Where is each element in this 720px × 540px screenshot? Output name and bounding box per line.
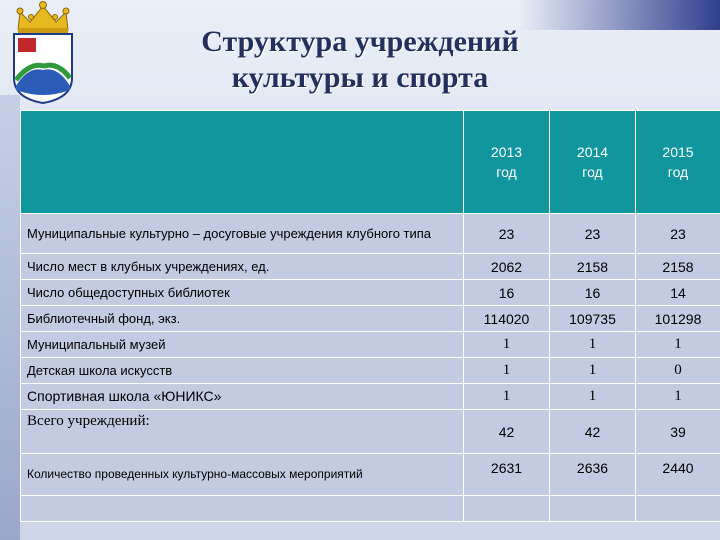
cell-2013: 42 xyxy=(464,410,550,454)
row-label: Количество проведенных культурно-массовых мероприятий xyxy=(21,454,464,496)
cell-2013: 1 xyxy=(464,384,550,410)
coat-of-arms-icon xyxy=(8,0,78,104)
cell-2015: 2158 xyxy=(636,254,720,280)
row-label: Детская школа искусств xyxy=(21,358,464,384)
column-header-2014 xyxy=(550,111,636,214)
column-header-2013 xyxy=(464,111,550,214)
table-row xyxy=(21,384,720,410)
cell-2015: 39 xyxy=(636,410,720,454)
column-year: 2015 xyxy=(662,144,694,160)
table-row xyxy=(21,254,720,280)
cell-2015: 2440 xyxy=(636,454,720,496)
culture-sport-table xyxy=(20,110,720,522)
cell-2014: 1 xyxy=(550,384,636,410)
cell-2014: 23 xyxy=(550,214,636,254)
cell-2013: 2062 xyxy=(464,254,550,280)
cell-2014: 2636 xyxy=(550,454,636,496)
column-unit: год xyxy=(496,164,517,180)
cell-2014: 2158 xyxy=(550,254,636,280)
table-header-row xyxy=(21,111,720,214)
cell-2015: 1 xyxy=(636,384,720,410)
column-year: 2014 xyxy=(576,144,609,160)
row-label: Число общедоступных библиотек xyxy=(21,280,464,306)
cell-2013: 23 xyxy=(464,214,550,254)
cell-2014: 109735 xyxy=(550,306,636,332)
title-line-1: Структура учреждений xyxy=(201,25,519,58)
cell-2014: 1 xyxy=(550,358,636,384)
page-title xyxy=(120,24,600,96)
cell-2013: 16 xyxy=(464,280,550,306)
row-label: Библиотечный фонд, экз. xyxy=(21,306,464,332)
table-row xyxy=(21,306,720,332)
table-row xyxy=(21,410,720,454)
cell-2015: 14 xyxy=(636,280,720,306)
column-unit: год xyxy=(582,164,603,180)
row-label: Муниципальные культурно – досуговые учреждения клубного типа xyxy=(21,214,464,254)
table-row xyxy=(21,454,720,496)
table-row xyxy=(21,358,720,384)
cell-2013: 2631 xyxy=(464,454,550,496)
cell-2015: 1 xyxy=(636,332,720,358)
header-empty-cell xyxy=(21,111,464,214)
row-label: Муниципальный музей xyxy=(21,332,464,358)
table-row xyxy=(21,496,720,522)
cell-2015 xyxy=(636,496,720,522)
cell-2014: 16 xyxy=(550,280,636,306)
cell-2013: 1 xyxy=(464,332,550,358)
cell-2015: 23 xyxy=(636,214,720,254)
decorative-left-band xyxy=(0,95,20,540)
row-label: Число мест в клубных учреждениях, ед. xyxy=(21,254,464,280)
cell-2013: 1 xyxy=(464,358,550,384)
cell-2015: 101298 xyxy=(636,306,720,332)
table-row xyxy=(21,280,720,306)
cell-2014: 42 xyxy=(550,410,636,454)
row-label: Спортивная школа «ЮНИКС» xyxy=(21,384,464,410)
cell-2014 xyxy=(550,496,636,522)
row-label: Всего учреждений: xyxy=(21,410,464,454)
cell-2014: 1 xyxy=(550,332,636,358)
column-unit: год xyxy=(667,164,689,180)
cell-2013 xyxy=(464,496,550,522)
column-header-2015 xyxy=(636,111,720,214)
table-row xyxy=(21,332,720,358)
row-label xyxy=(21,496,464,522)
cell-2013: 114020 xyxy=(464,306,550,332)
table-row xyxy=(21,214,720,254)
column-year: 2013 xyxy=(490,144,523,160)
title-line-2: культуры и спорта xyxy=(231,61,489,94)
cell-2015: 0 xyxy=(636,358,720,384)
